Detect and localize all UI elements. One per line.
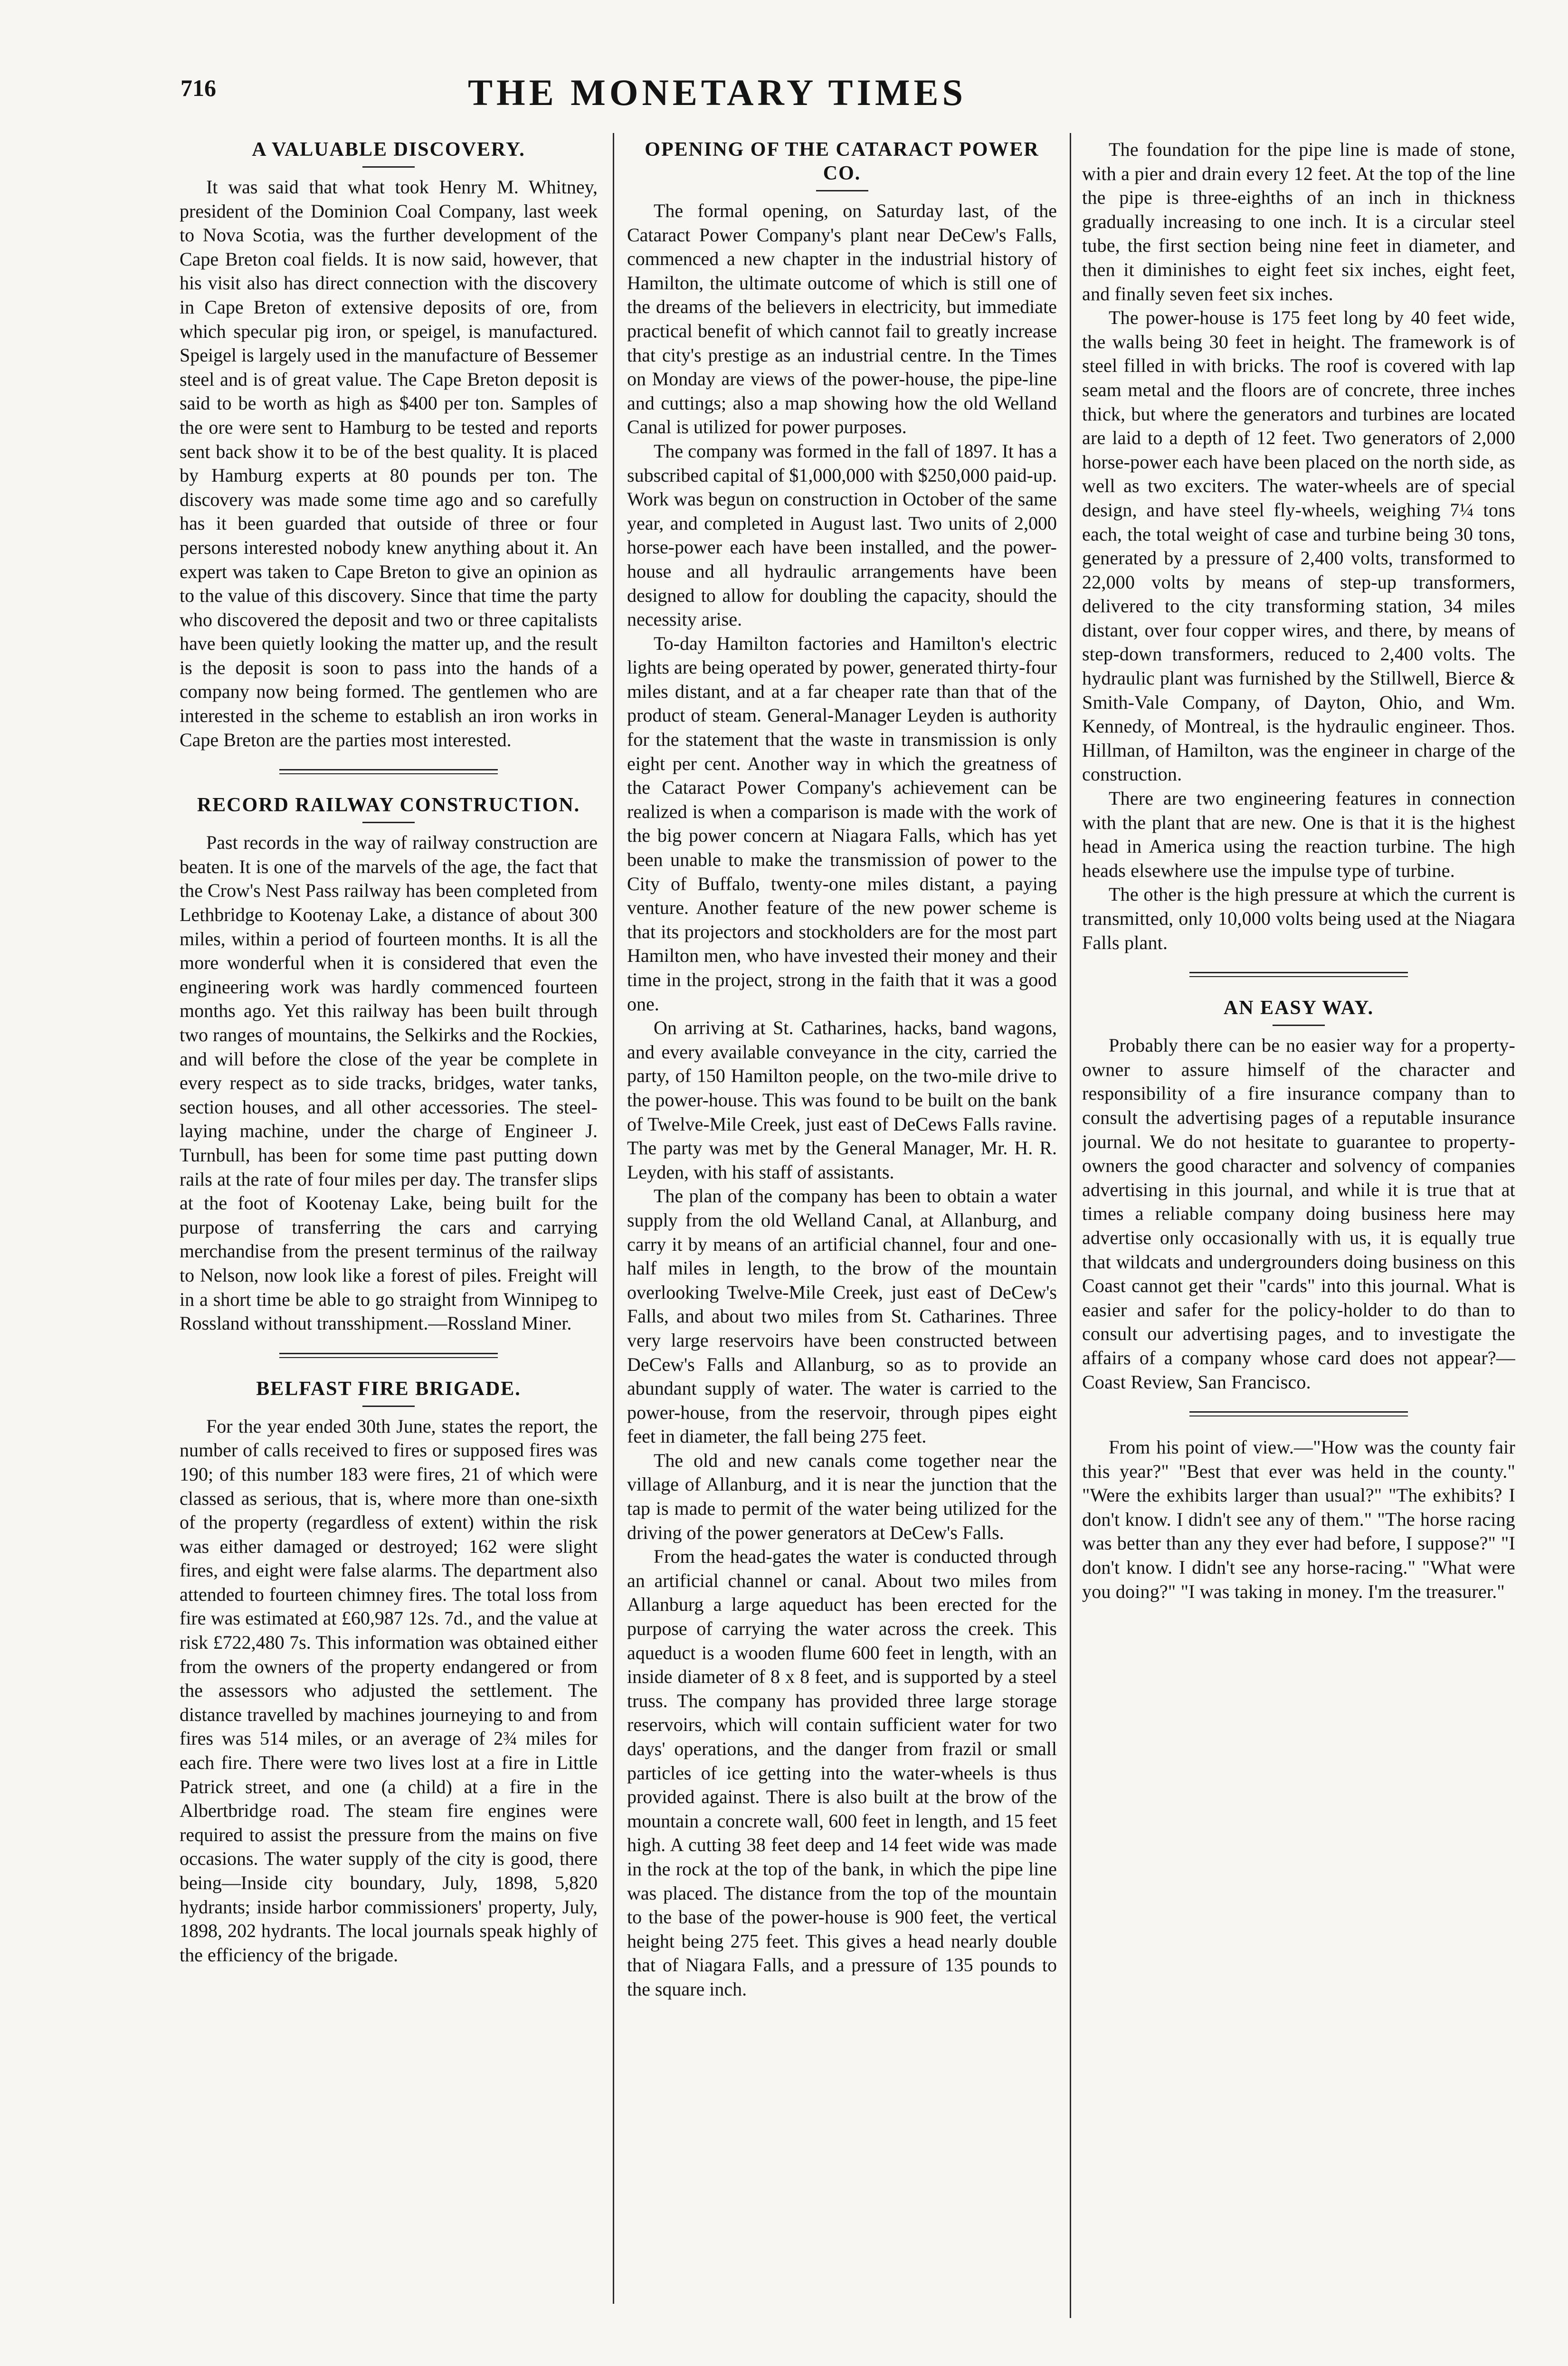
title-rule <box>1273 1025 1325 1026</box>
article-paragraph: There are two engineering features in connection with the plant that are new. One is that it is the highest head in America using the reaction turbine. The high heads elsewhere use the impulse type of turbine. <box>1082 788 1515 881</box>
column-2 <box>627 138 1057 2337</box>
page-header <box>181 71 1131 119</box>
article-separator <box>279 1353 498 1358</box>
article-belfast-fire <box>180 1377 598 1967</box>
article-cataract-power <box>627 138 1057 2002</box>
column-divider <box>613 133 614 2304</box>
article-paragraph: It was said that what took Henry M. Whitney, president of the Dominion Coal Company, last week to Nova Scotia, was the further development of the Cape Breton coal fields. It is now said, however, that his visit also has direct connection with the discovery in Cape Breton of extensive deposits of ore, from which specular pig iron, or speigel, is manufactured. Speigel is largely used in the manufacture of Bessemer steel and is of great value. The Cape Breton deposit is said to be worth as high as $400 per ton. Samples of the ore were sent to Hamburg to be tested and reports sent back show it to be of the best quality. It is placed by Hamburg experts at 80 pounds per ton. The discovery was made some time ago and so carefully has it been guarded that outside of three or four persons interested nobody knew anything about it. An expert was taken to Cape Breton to give an opinion as to the value of this discovery. Since that time the party who discovered the deposit and two or three capitalists have been quietly looking the matter up, and the result is the deposit is soon to pass into the hands of a company now being formed. The gentlemen who are interested in the scheme to establish an iron works in Cape Breton are the parties most interested. <box>180 176 598 751</box>
article-title: RECORD RAILWAY CONSTRUCTION. <box>197 794 580 817</box>
article-paragraph: The power-house is 175 feet long by 40 feet wide, the walls being 30 feet in height. The framework is of steel filled in with bricks. The roof is covered with lap seam metal and the floors are of concrete, three inches thick, but where the generators and turbines are located are laid to a depth of 12 feet. Two generators of 2,000 horse-power each have been placed on the north side, as well as two exciters. The water-wheels are of special design, and have steel fly-wheels, weighing 7¼ tons each, the total weight of case and turbine being 30 tons, generated by a pressure of 2,400 volts, transformed to 22,000 volts by means of step-up transformers, delivered to the city transforming station, 34 miles distant, over four copper wires, and there, by means of step-down transformers, reduced to 2,400 volts. The hydraulic plant was furnished by the Stillwell, Bierce & Smith-Vale Company, of Dayton, Ohio, and Wm. Kennedy, of Montreal, is the hydraulic engineer. Thos. Hillman, of Hamilton, was the engineer in charge of the construction. <box>1082 307 1515 785</box>
article-title: A VALUABLE DISCOVERY. <box>252 139 525 161</box>
article-record-railway <box>180 793 598 1335</box>
article-paragraph: For the year ended 30th June, states the report, the number of calls received to fires or supposed fires was 190; of this number 183 were fires, 21 of which were classed as serious, that is, where more than one-sixth of the property (regardless of extent) within the risk was either damaged or destroyed; 162 were slight fires, and eight were false alarms. The department also attended to fourteen chimney fires. The total loss from fire was estimated at £60,987 12s. 7d., and the value at risk £722,480 7s. This information was obtained either from the owners of the property endangered or from the assessors who adjusted the settlement. The distance travelled by machines journeying to and from fires was 514 miles, or an average of 2¾ miles for each fire. There were two lives lost at a fire in Little Patrick street, and one (a child) at a fire in the Albertbridge road. The steam fire engines were required to assist the pressure from the mains on five occasions. The water supply of the city is good, there being—Inside city boundary, July, 1898, 5,820 hydrants; inside harbor commissioners' property, July, 1898, 202 hydrants. The local journals speak highly of the efficiency of the brigade. <box>180 1415 598 1966</box>
page-number: 716 <box>181 75 216 101</box>
article-paragraph: On arriving at St. Catharines, hacks, band wagons, and every available conveyance in the city, carried the party, of 150 Hamilton people, on the two-mile drive to the power-house. This was found to be built on the bank of Twelve-Mile Creek, just east of DeCews Falls ravine. The party was met by the General Manager, Mr. H. R. Leyden, with his staff of assistants. <box>627 1017 1057 1183</box>
article-paragraph: From his point of view.—"How was the county fair this year?" "Best that ever was held in the county." "Were the exhibits larger than usual?" "The exhibits? I don't know. I didn't see any of them." "The horse racing was better than any they ever had before, I suppose?" "I don't know. I didn't see any horse-racing." "What were you doing?" "I was taking in money. I'm the treasurer." <box>1082 1436 1515 1602</box>
journal-title: THE MONETARY TIMES <box>468 72 967 113</box>
article-title: BELFAST FIRE BRIGADE. <box>256 1378 521 1400</box>
article-easy-way <box>1082 996 1515 1394</box>
article-paragraph: The formal opening, on Saturday last, of the Cataract Power Company's plant near DeCew's Falls, commenced a new chapter in the industrial history of Hamilton, the ultimate outcome of which is still one of the dreams of the believers in electricity, but immediate practical benefit of which cannot fail to greatly increase that city's prestige as an industrial centre. In the Times on Monday are views of the power-house, the pipe-line and cuttings; also a map showing how the old Welland Canal is utilized for power purposes. <box>627 200 1057 438</box>
article-paragraph: The company was formed in the fall of 1897. It has a subscribed capital of $1,000,000 with $250,000 paid-up. Work was begun on construction in October of the same year, and completed in August last. Two units of 2,000 horse-power each have been installed, and the power-house and all hydraulic arrangements have been designed to allow for doubling the capacity, should the necessity arise. <box>627 440 1057 630</box>
title-rule <box>362 822 415 823</box>
article-separator <box>279 769 498 774</box>
article-paragraph: Probably there can be no easier way for a property-owner to assure himself of the character and responsibility of a fire insurance company than to consult the advertising pages of a reputable insurance journal. We do not hesitate to guarantee to property-owners the good character and solvency of companies advertising in this journal, and while it is true that at times a reliable company doing business here may advertise only occasionally with us, it is equally true that wildcats and undergrounders doing business on this Coast cannot get their "cards" into this journal. What is easier and safer for the policy-holder to do than to consult our advertising pages, and to investigate the affairs of a company whose card does not appear?—Coast Review, San Francisco. <box>1082 1035 1515 1393</box>
column-3 <box>1082 138 1515 2337</box>
article-paragraph: To-day Hamilton factories and Hamilton's electric lights are being operated by power, generated thirty-four miles distant, and at a far cheaper rate than that of the product of steam. General-Manager Leyden is authority for the statement that the waste in transmission is only eight per cent. Another way in which the greatness of the Cataract Power Company's achievement can be realized is when a comparison is made with the work of the big power concern at Niagara Falls, which has yet been unable to make the transmission of power to the City of Buffalo, twenty-one miles distant, a paying venture. Another feature of the new power scheme is that its projectors and stockholders are for the most part Hamilton men, who have invested their money and their time in the project, strong in the faith that it was a good one. <box>627 632 1057 1015</box>
article-separator <box>1189 1411 1408 1416</box>
article-title: AN EASY WAY. <box>1223 997 1374 1019</box>
article-valuable-discovery <box>180 138 598 752</box>
article-paragraph: The other is the high pressure at which the current is transmitted, only 10,000 volts being used at the Niagara Falls plant. <box>1082 884 1515 953</box>
title-rule <box>362 1406 415 1407</box>
title-rule <box>362 166 415 168</box>
article-paragraph: The old and new canals come together near the village of Allanburg, and it is near the junction that the tap is made to permit of the water being utilized for the driving of the power generators at DeCew's Falls. <box>627 1449 1057 1543</box>
article-title: OPENING OF THE CATARACT POWER CO. <box>645 139 1039 184</box>
article-paragraph: The foundation for the pipe line is made of stone, with a pier and drain every 12 feet. At the top of the line the pipe is three-eighths of an inch in thickness gradually increasing to one inch. It is a circular steel tube, the first section being nine feet in diameter, and then it diminishes to eight feet six inches, eight feet, and finally seven feet six inches. <box>1082 139 1515 304</box>
column-divider <box>1070 133 1071 2318</box>
article-cataract-power-continued <box>1082 138 1515 955</box>
article-point-of-view <box>1082 1435 1515 1604</box>
column-1 <box>180 138 598 2337</box>
article-paragraph: Past records in the way of railway construction are beaten. It is one of the marvels of the age, the fact that the Crow's Nest Pass railway has been completed from Lethbridge to Kootenay Lake, a distance of about 300 miles, within a period of fourteen months. It is all the more wonderful when it is considered that even the engineering work was hardly commenced fourteen months ago. Yet this railway has been built through two ranges of mountains, the Selkirks and the Rockies, and will before the close of the year be complete in every respect as to side tracks, bridges, water tanks, section houses, and all other accessories. The steel-laying machine, under the charge of Engineer J. Turnbull, has been for some time past putting down rails at the rate of four miles per day. The transfer slips at the foot of Kootenay Lake, being built for the purpose of transferring the cars and carrying merchandise from the present terminus of the railway to Nelson, now look like a forest of piles. Freight will in a short time be able to go straight from Winnipeg to Rossland without transshipment.—Rossland Miner. <box>180 832 598 1334</box>
article-paragraph: From the head-gates the water is conducted through an artificial channel or canal. About two miles from Allanburg a large aqueduct has been erected for the purpose of carrying the water across the creek. This aqueduct is a wooden flume 600 feet in length, with an inside diameter of 8 x 8 feet, and is supported by a steel truss. The company has provided three large storage reservoirs, which will contain sufficient water for two days' operations, and the danger from frazil or small particles of ice getting into the water-wheels is thus provided against. There is also built at the brow of the mountain a concrete wall, 600 feet in length, and 15 feet high. A cutting 38 feet deep and 14 feet wide was made in the rock at the top of the bank, in which the pipe line was placed. The distance from the top of the mountain to the base of the power-house is 900 feet, the vertical height being 275 feet. This gives a head nearly double that of Niagara Falls, and a pressure of 135 pounds to the square inch. <box>627 1546 1057 2000</box>
title-rule <box>816 190 868 191</box>
article-paragraph: The plan of the company has been to obtain a water supply from the old Welland Canal, at Allanburg, and carry it by means of an artificial channel, four and one-half miles in length, to the brow of the mountain overlooking Twelve-Mile Creek, just east of DeCew's Falls, and about two miles from St. Catharines. Three very large reservoirs have been constructed between DeCew's Falls and Allanburg, so as to provide an abundant supply of water. The water is carried to the power-house, from the reservoir, through pipes eight feet in diameter, the fall being 275 feet. <box>627 1185 1057 1447</box>
article-separator <box>1189 972 1408 977</box>
